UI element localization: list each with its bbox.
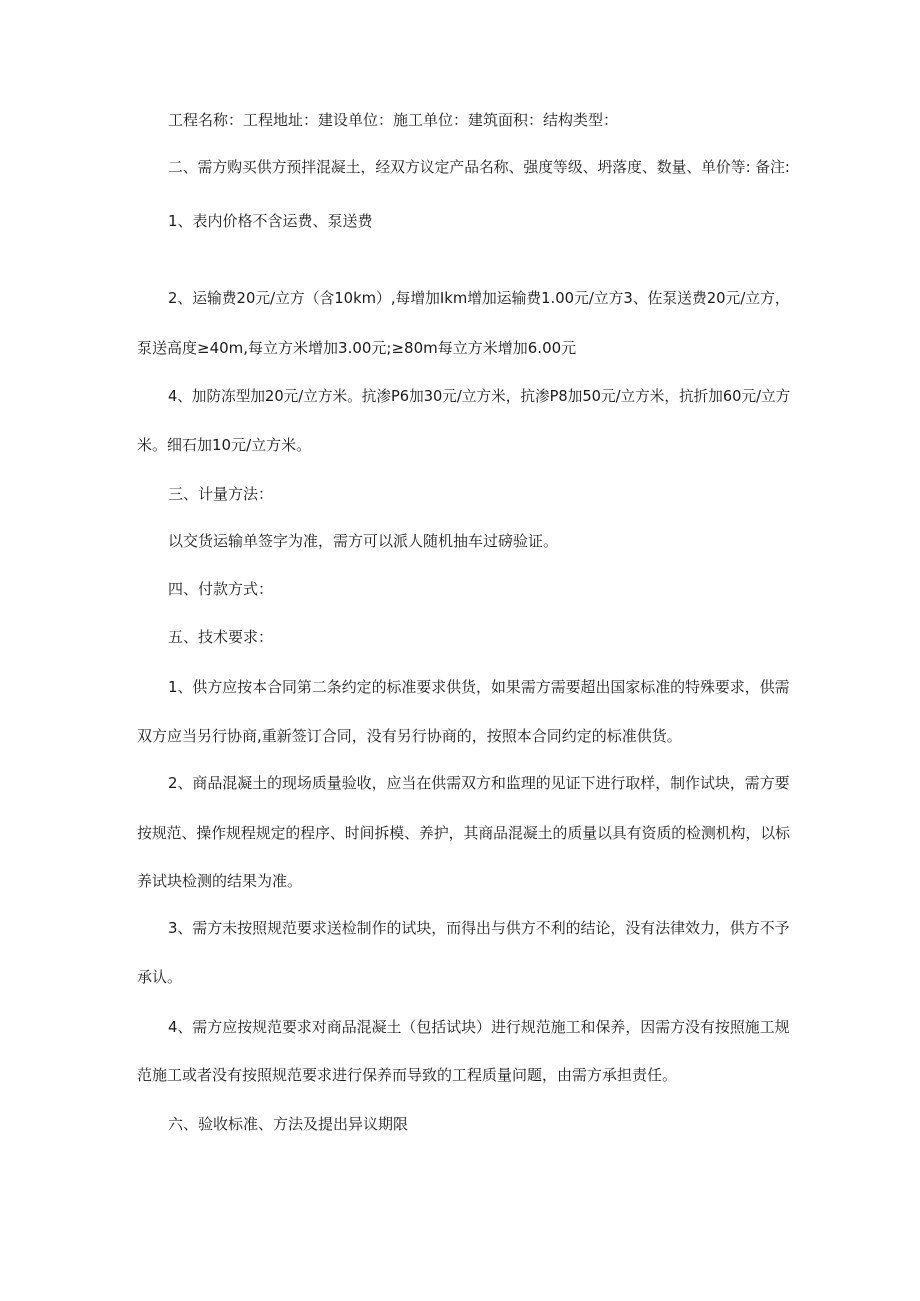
tech-req-2-line-3: 养试块检测的结果为准。 — [137, 872, 303, 890]
tech-req-3-line-2: 承认。 — [137, 968, 183, 986]
section-4-heading: 四、付款方式： — [168, 580, 274, 598]
tech-req-3-line-1: 3、需方未按照规范要求送检制作的试块，而得出与供方不利的结论，没有法律效力，供方不予 — [168, 919, 790, 937]
project-info-line: 工程名称：工程地址：建设单位：施工单位：建筑面积：结构类型： — [168, 111, 619, 129]
section-3-body: 以交货运输单签字为准，需方可以派人随机抽车过磅验证。 — [168, 532, 559, 550]
section-2-heading: 二、需方购买供方预拌混凝土，经双方议定产品名称、强度等级、坍落度、数量、单价等: 备注: — [168, 158, 790, 176]
tech-req-2-line-1: 2、商品混凝土的现场质量验收，应当在供需双方和监理的见证下进行取样，制作试块，需方要 — [168, 774, 790, 792]
note-2-line-2: 泵送高度≥40m,每立方米增加3.00元;≥80m每立方米增加6.00元 — [137, 339, 577, 357]
section-6-heading: 六、验收标准、方法及提出异议期限 — [168, 1115, 409, 1133]
tech-req-1-line-1: 1、供方应按本合同第二条约定的标准要求供货，如果需方需要超出国家标准的特殊要求，供需 — [168, 678, 790, 696]
tech-req-4-line-2: 范施工或者没有按照规范要求进行保养而导致的工程质量问题，由需方承担责任。 — [137, 1066, 678, 1084]
section-3-heading: 三、计量方法： — [168, 485, 274, 503]
note-4-line-2: 米。细石加10元/立方米。 — [137, 436, 312, 454]
tech-req-4-line-1: 4、需方应按规范要求对商品混凝土（包括试块）进行规范施工和保养，因需方没有按照施工规 — [168, 1018, 790, 1036]
section-5-heading: 五、技术要求： — [168, 628, 274, 646]
tech-req-1-line-2: 双方应当另行协商,重新签订合同，没有另行协商的，按照本合同约定的标准供货。 — [137, 727, 682, 745]
tech-req-2-line-2: 按规范、操作规程规定的程序、时间拆模、养护，其商品混凝土的质量以具有资质的检测机构，以标 — [137, 824, 791, 842]
note-2-line-1: 2、运输费20元/立方（含10km）,每增加Ikm增加运输费1.00元/立方3、佐泵送费20元/立方， — [168, 289, 790, 307]
note-1: 1、表内价格不含运费、泵送费 — [168, 212, 373, 230]
note-4-line-1: 4、加防冻型加20元/立方米。抗渗P6加30元/立方米，抗渗P8加50元/立方米，抗折加60元/立方 — [168, 387, 791, 405]
